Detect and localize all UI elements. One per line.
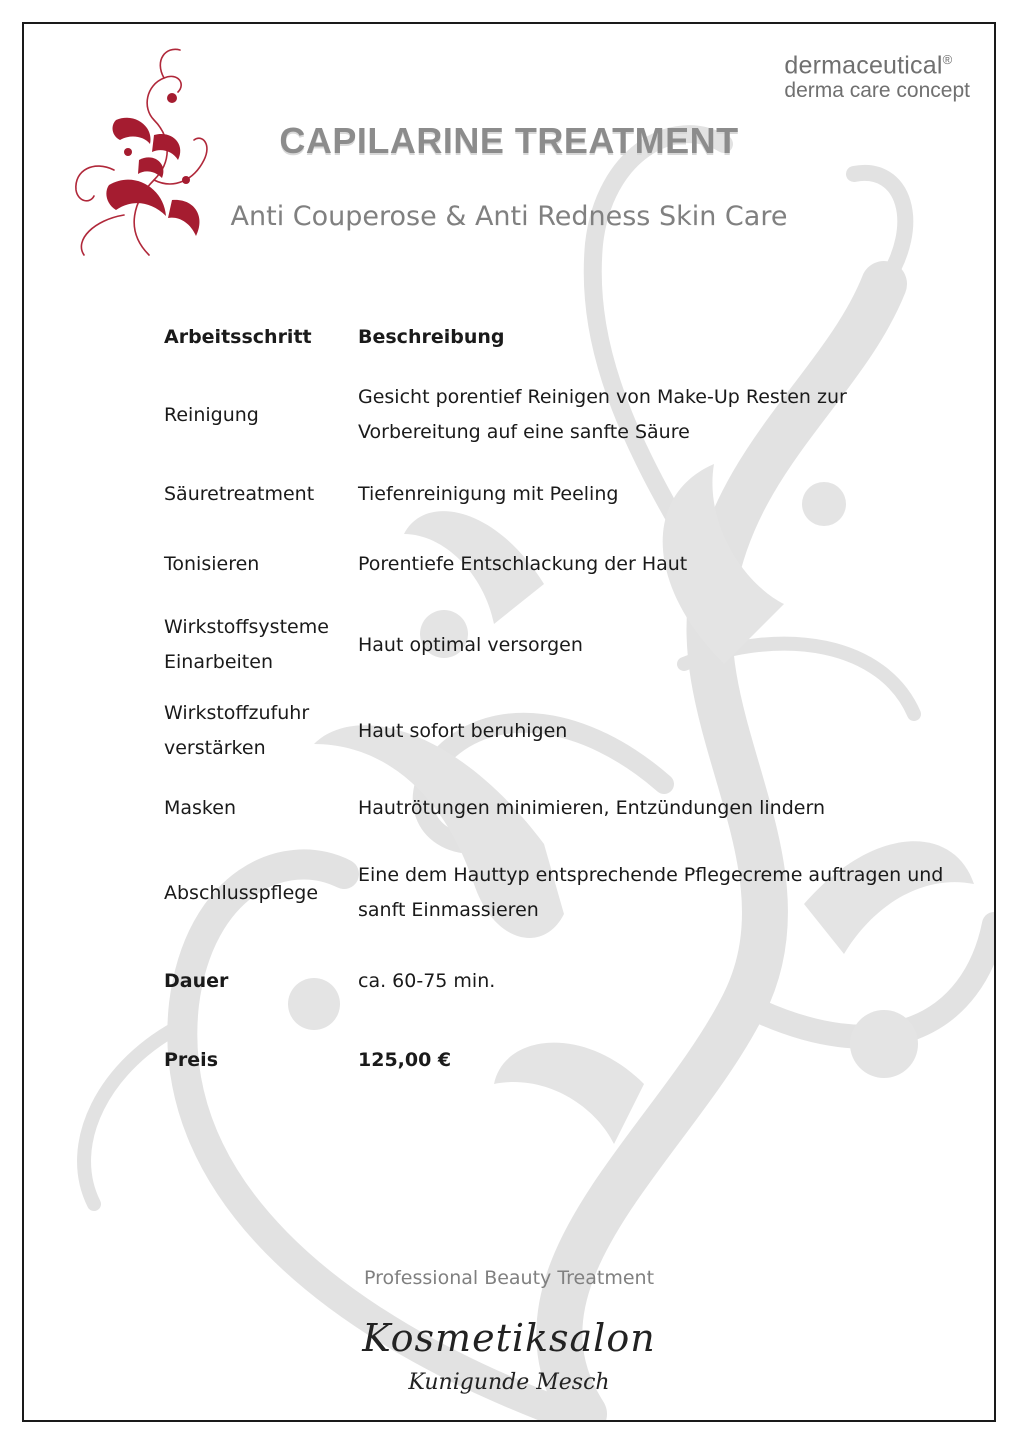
table-row (164, 547, 954, 582)
row-step: Reinigung (164, 403, 259, 426)
row-step: Tonisieren (164, 553, 260, 575)
row-step: Masken (164, 797, 236, 819)
header-description: Beschreibung (358, 326, 505, 348)
page-frame (22, 22, 996, 1422)
row-description: Gesicht porentief Reinigen von Make-Up Resten zur Vorbereitung auf eine sanfte Säure (358, 386, 847, 443)
row-description: Haut sofort beruhigen (358, 719, 568, 742)
brand-tagline: derma care concept (784, 79, 970, 103)
row-description: Tiefenreinigung mit Peeling (358, 483, 619, 505)
row-step: Säuretreatment (164, 483, 315, 505)
page-subtitle: Anti Couperose & Anti Redness Skin Care (230, 201, 788, 232)
table-row (164, 610, 954, 680)
row-description: Haut optimal versorgen (358, 633, 583, 656)
price-value: 125,00 € (358, 1049, 452, 1071)
duration-row (164, 964, 954, 999)
table-row (164, 696, 954, 766)
footer-tagline: Professional Beauty Treatment (363, 1267, 655, 1289)
brand-name: dermaceutical® (784, 51, 953, 80)
page-title: CAPILARINE TREATMENT (279, 120, 739, 161)
salon-owner: Kunigunde Mesch (408, 1370, 610, 1395)
table-row (164, 380, 954, 450)
table-row (164, 477, 954, 512)
row-description: Porentiefe Entschlackung der Haut (358, 553, 688, 575)
table-row (164, 858, 954, 928)
header-step: Arbeitsschritt (164, 326, 312, 348)
salon-name: Kosmetiksalon (362, 1316, 656, 1360)
row-step: Wirkstoffsysteme Einarbeiten (164, 616, 329, 673)
duration-label: Dauer (164, 970, 229, 992)
row-description: Hautrötungen minimieren, Entzündungen lindern (358, 797, 825, 819)
row-description: Eine dem Hauttyp entsprechende Pflegecreme auftragen und sanft Einmassieren (358, 864, 944, 921)
row-step: Abschlusspflege (164, 881, 319, 904)
duration-value: ca. 60-75 min. (358, 970, 496, 992)
price-label: Preis (164, 1049, 219, 1071)
table-row (164, 791, 954, 826)
price-row (164, 1043, 954, 1078)
row-step: Wirkstoffzufuhr verstärken (164, 702, 310, 759)
table-header (164, 320, 954, 355)
brand-logo (784, 46, 970, 103)
